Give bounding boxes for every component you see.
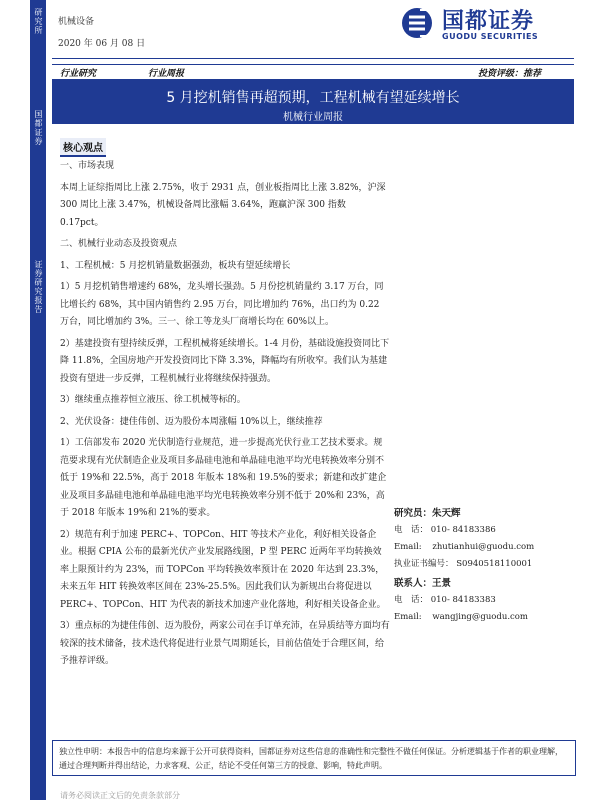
- contact-phone: 010- 84183383: [430, 595, 496, 605]
- analyst-email-row: [394, 539, 574, 556]
- contact-email-row: [394, 609, 574, 626]
- core-content: [60, 158, 390, 671]
- sub-pv: 2、光伏设备：捷佳伟创、迈为股份本周涨幅 10%以上，继续推荐: [60, 416, 323, 427]
- title-band: [52, 80, 574, 124]
- core-view-heading: 核心观点: [60, 138, 106, 157]
- contact-phone-row: [394, 592, 574, 609]
- para-pv-tech: 2）规范有利于加速 PERC+、TOPCon、HIT 等技术产业化，利好相关设备企业。根据 CPIA 公布的最新光伏产业发展路线图，P 型 PERC 近两年平均转换效率上限预计约为 23%，而 TOPCon 平均转换效率预计在 2020 年达到 23.3%，未来五年 HIT 转换效率区间在 23%-25.5%。因此我们认为新规出台将促进以 PERC+、TOPCon、HIT 为代表的新技术加速产业化落地，利好相关设备企业。: [60, 529, 386, 610]
- disclaimer-text: 独立性申明：本报告中的信息均来源于公开可获得资料，国都证券对这些信息的准确性和完整性不做任何保证。分析逻辑基于作者的职业理解，通过合理判断并得出结论，力求客观、公正，结论不受任何第三方的授意、影响，特此声明。: [59, 747, 563, 770]
- label-type: 行业周报: [148, 69, 185, 79]
- contact-email-label: Email:: [394, 612, 422, 622]
- para-excavator: 1）5 月挖机销售增速约 68%，龙头增长强劲。5 月份挖机销量约 3.17 万台，同比增长约 68%，其中国内销售约 2.95 万台，同比增加约 76%，出口约为 0.22 万台，同比增加约 3%。三一、徐工等龙头厂商增长均在 60%以上。: [60, 282, 384, 327]
- analyst-phone-label: 电 话：: [394, 525, 429, 535]
- sub-construction: 1、工程机械：5 月挖机销量数据强劲，板块有望延续增长: [60, 260, 291, 271]
- para-recommend-1: 3）继续重点推荐恒立液压、徐工机械等标的。: [60, 395, 246, 405]
- analyst-email[interactable]: zhutianhui@guodu.com: [432, 542, 535, 552]
- report-label-bar: [52, 64, 574, 80]
- side-tag-report: 证券研究报告: [34, 260, 43, 314]
- side-tag-company: 国都证券: [34, 110, 43, 146]
- report-subtitle: 机械行业周报: [283, 112, 343, 123]
- para-infrastructure: 2）基建投资有望持续反弹，工程机械将延续增长。1-4 月份，基础设施投资同比下降 11.8%，全国房地产开发投资同比下降 3.3%，降幅均有所收窄。我们认为基建投资有望进一步反弹，工程机械行业将继续保持强劲。: [60, 338, 390, 384]
- contact-phone-label: 电 话：: [394, 595, 429, 605]
- analyst-name: 研究员：朱天辉: [394, 508, 461, 519]
- para-market: 本周上证综指周比上涨 2.75%，收于 2931 点，创业板指周比上涨 3.82%，沪深 300 周比上涨 3.47%，机械设备周比涨幅 3.64%，跑赢沪深 300 指数 0.17pct。: [60, 182, 386, 228]
- analyst-email-label: Email:: [394, 542, 422, 552]
- label-research: 行业研究: [60, 69, 97, 79]
- report-title: 5 月挖机销售再超预期，工程机械有望延续增长: [166, 90, 460, 106]
- contact-email[interactable]: wangjing@guodu.com: [432, 612, 528, 622]
- analyst-panel: [394, 505, 574, 626]
- analyst-cert-row: [394, 556, 574, 573]
- company-logo: [400, 4, 570, 48]
- industry-name: 机械设备: [58, 17, 95, 27]
- report-date: 2020 年 06 月 08 日: [58, 39, 146, 49]
- logo-en-text: GUODU SECURITIES: [442, 32, 539, 41]
- analyst-cert: S0940518110001: [456, 559, 533, 569]
- analyst-cert-label: 执业证书编号：: [394, 559, 454, 569]
- contact-name: 联系人：王景: [394, 578, 452, 589]
- analyst-phone: 010- 84183386: [430, 525, 496, 535]
- section-market: 一、市场表现: [60, 161, 115, 171]
- page-footer: 请务必阅读正文后的免责条款部分: [60, 791, 180, 800]
- label-rating: 投资评级：推荐: [478, 69, 542, 79]
- side-tag-institute: 研究所: [34, 8, 43, 35]
- para-pv-standard: 1）工信部发布 2020 光伏制造行业规范，进一步提高光伏行业工艺技术要求。规范要求现有光伏制造企业及项目多晶硅电池和单晶硅电池平均光电转换效率分别不低于 19%和 22.5%，高于 2018 年版本 18%和 19.5%的要求；新建和改扩建企业及项目多晶硅电池和单晶硅电池平均光电转换效率分别不低于 20%和 23%，高于 2018 年版本 19%和 21%的要求。: [60, 438, 387, 518]
- disclaimer-box: [52, 740, 576, 776]
- logo-emblem-icon: [400, 6, 436, 40]
- para-pv-targets: 3）重点标的为捷佳伟创、迈为股份，两家公司在手订单充沛，在异质结等方面均有较深的技术储备，技术迭代将促进行业景气周期延长，目前估值处于合理区间，给予推荐评级。: [60, 621, 390, 666]
- header-rule: [52, 58, 574, 59]
- section-dynamics: 二、机械行业动态及投资观点: [60, 239, 178, 249]
- analyst-phone-row: [394, 522, 574, 539]
- logo-cn-text: 国都证券: [442, 9, 535, 34]
